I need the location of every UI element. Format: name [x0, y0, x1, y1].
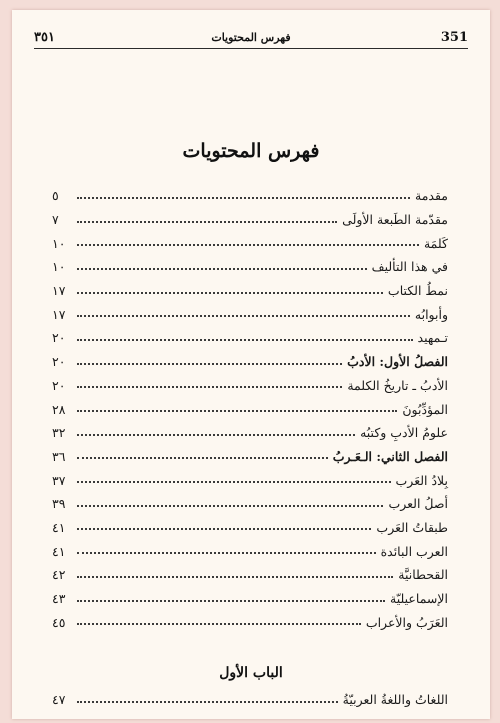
leader-dots	[77, 576, 393, 578]
toc-entry-page: ٣٩	[52, 496, 66, 512]
toc-entry	[52, 539, 448, 563]
toc-entry	[52, 587, 448, 611]
toc-entry-title: نمطُ الكتاب	[387, 283, 448, 299]
toc-entry-title: الفصلُ الأول: الأدبُ	[347, 354, 448, 370]
leader-dots	[77, 292, 383, 294]
toc-entry	[52, 184, 448, 208]
toc-entry	[52, 326, 448, 350]
toc-entry	[52, 279, 448, 303]
toc-entry-title: بِلادُ العَرب	[395, 472, 448, 488]
toc-entry	[52, 302, 448, 326]
toc-chapter-entry	[52, 350, 448, 374]
toc-entry-title: الأدبُ ـ تاريخُ الكلمة	[347, 377, 448, 393]
toc-entry-title: مقدمة	[415, 188, 448, 204]
toc-entry-title: وأبوابُه	[414, 306, 448, 322]
leader-dots	[77, 386, 342, 388]
toc-entry-page: ١٠	[52, 235, 66, 251]
toc-list	[52, 184, 448, 634]
toc-entry-title: المؤدِّبُونَ	[402, 401, 448, 417]
toc-entry-page: ٣٧	[52, 472, 66, 488]
toc-entry	[52, 231, 448, 255]
toc-entry	[52, 421, 448, 445]
toc-entry-page: ٣٦	[52, 448, 66, 464]
leader-dots	[77, 363, 342, 365]
toc-entry-title: العرب البائدة	[380, 543, 448, 559]
toc-entry-title: علومُ الأدبِ وكتبُه	[360, 425, 448, 441]
leader-dots	[77, 339, 413, 341]
running-header	[34, 30, 468, 49]
leader-dots	[77, 410, 397, 412]
toc-entry-page: ٣٢	[52, 425, 66, 441]
toc-entry-page: ٤٣	[52, 591, 66, 607]
leader-dots	[77, 457, 328, 459]
toc-entry	[52, 492, 448, 516]
toc-entry	[52, 374, 448, 398]
toc-entry-page: ٥	[52, 188, 59, 204]
leader-dots	[77, 244, 419, 246]
toc-entry	[52, 688, 448, 712]
leader-dots	[77, 268, 367, 270]
toc-entry-page: ٢٠	[52, 354, 66, 370]
toc-entry-title: كَلمَة	[423, 235, 448, 251]
toc-entry-page: ١٠	[52, 259, 66, 275]
toc-entry	[52, 516, 448, 540]
leader-dots	[77, 552, 376, 554]
toc-entry-page: ٢٠	[52, 377, 66, 393]
toc-entry	[52, 255, 448, 279]
toc-entry-title: العَرَبُ والأعراب	[365, 614, 448, 630]
toc-entry	[52, 468, 448, 492]
toc-entry-title: تـمهيد	[417, 330, 448, 346]
leader-dots	[77, 600, 385, 602]
page-number: 351	[440, 30, 468, 45]
toc-chapter-entry	[52, 445, 448, 469]
toc-entry-title: في هذا التأليف	[371, 259, 448, 275]
toc-entry	[52, 563, 448, 587]
toc-entry	[52, 397, 448, 421]
running-title: فهرس المحتويات	[211, 31, 291, 44]
toc-entry-page: ٤١	[52, 543, 66, 559]
toc-entry-page: ٤٥	[52, 614, 66, 630]
leader-dots	[77, 505, 383, 507]
leader-dots	[77, 528, 371, 530]
leader-dots	[77, 197, 410, 199]
toc-entry-page: ٧	[52, 212, 59, 228]
toc-entry-page: ٤٧	[52, 692, 66, 708]
leader-dots	[77, 221, 337, 223]
page-title: فهرس المحتويات	[182, 140, 320, 162]
page-number-arabic: ٣٥١	[34, 30, 55, 45]
toc-entry-page: ١٧	[52, 283, 66, 299]
book-page	[12, 10, 490, 719]
leader-dots	[77, 481, 391, 483]
toc-entry-page: ٤١	[52, 519, 66, 535]
toc-entry-title: الفصل الثاني: الـعَـربُ	[332, 448, 448, 464]
toc-entry-page: ٢٠	[52, 330, 66, 346]
leader-dots	[77, 434, 355, 436]
toc-entry-title: الإسماعيليّة	[390, 591, 448, 607]
toc-entry-title: مقدّمة الطَبعة الأولَى	[342, 212, 448, 228]
toc-entry-page: ٢٨	[52, 401, 66, 417]
toc-list-continued	[52, 688, 448, 712]
toc-entry-title: اللغاتُ واللغةُ العربيّةُ	[342, 692, 448, 708]
toc-entry	[52, 610, 448, 634]
toc-entry-title: طبقاتُ العَرب	[376, 519, 448, 535]
leader-dots	[77, 701, 338, 703]
part-title: الباب الأول	[219, 665, 283, 681]
toc-entry-title: القحطانيَّة	[398, 567, 448, 583]
toc-entry-title: أصلُ العرب	[388, 496, 448, 512]
toc-entry-page: ٤٢	[52, 567, 66, 583]
leader-dots	[77, 623, 361, 625]
leader-dots	[77, 315, 410, 317]
toc-entry	[52, 208, 448, 232]
toc-entry-page: ١٧	[52, 306, 66, 322]
